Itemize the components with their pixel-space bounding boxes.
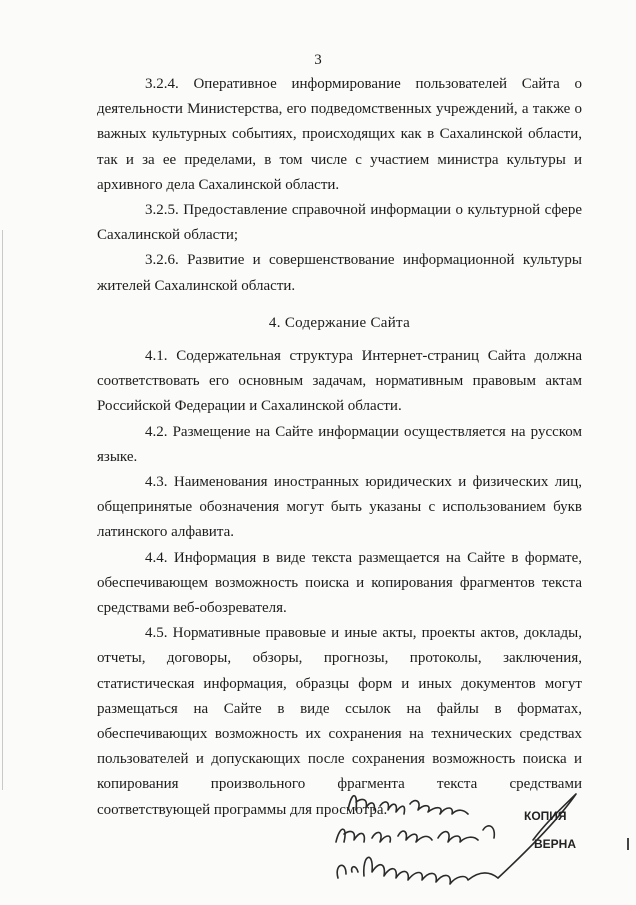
paragraph-4-2 — [97, 420, 582, 470]
paragraph-text: Информация в виде текста размещается на Сайте в формате, обеспечивающем возможность поиска и копирования фрагментов текста средствами веб-обозревателя. — [97, 549, 582, 617]
paragraph-text: Содержательная структура Интернет-страниц Сайта должна соответствовать его основным задачам, нормативным правовым актам Российской Федерации и Сахалинской области. — [97, 348, 583, 415]
paragraph-text: Наименования иностранных юридических и физических лиц, общепринятые обозначения могут быть указаны с использованием букв латинского алфавита. — [97, 474, 583, 541]
paragraph-number: 3.2.4. — [145, 76, 179, 92]
paragraph-number: 4.1. — [145, 348, 168, 365]
paragraph-number: 3.2.6. — [145, 252, 179, 269]
paragraph-number: 4.5. — [145, 625, 168, 642]
paragraph-number: 4.3. — [145, 474, 168, 491]
paragraph-number: 4.2. — [145, 423, 168, 440]
paragraph-3-2-4 — [97, 72, 582, 198]
paragraph-4-4 — [97, 546, 582, 622]
document-body — [97, 72, 582, 823]
paragraph-4-3 — [97, 470, 582, 546]
paragraph-4-1 — [97, 344, 582, 420]
paragraph-text: Оперативное информирование пользователей Сайта о деятельности Министерства, его подведомственных учреждений, а также о важных культурных событиях, происходящих как в Сахалинской области, так и за ее пределами, в том числе с участием министра культуры и архивного дела Сахалинской области. — [97, 76, 582, 193]
paragraph-text: Нормативные правовые и иные акты, проекты актов, доклады, отчеты, договоры, обзоры, прогнозы, протоколы, заключения, статистическая информация, образцы форм и иных документов могут размещаться на Сайте в виде ссылок на файлы в форматах, обеспечивающих возможность их сохранения на технических средствах пользователей и допускающих после сохранения возможность поиска и копирования произвольного фрагмента текста средствами соответствующей программы для просмотра. — [97, 625, 582, 818]
paragraph-text: Развитие и совершенствование информационной культуры жителей Сахалинской области. — [97, 252, 582, 294]
paragraph-number: 3.2.5. — [145, 202, 179, 219]
paragraph-text: Размещение на Сайте информации осуществляется на русском языке. — [97, 423, 583, 465]
scan-speck — [627, 838, 629, 850]
paragraph-3-2-6 — [97, 248, 582, 298]
scan-edge-line — [2, 230, 3, 790]
section-heading: 4. Содержание Сайта — [268, 314, 411, 331]
page-number: 3 — [314, 52, 322, 68]
svg-text:ВЕРНА: ВЕРНА — [534, 837, 577, 851]
paragraph-number: 4.4. — [145, 549, 168, 566]
paragraph-text: Предоставление справочной информации о культурной сфере Сахалинской области; — [97, 202, 582, 244]
svg-text:КОПИЯ: КОПИЯ — [524, 809, 567, 823]
paragraph-3-2-5 — [97, 198, 582, 248]
signature-and-stamp — [328, 780, 598, 895]
